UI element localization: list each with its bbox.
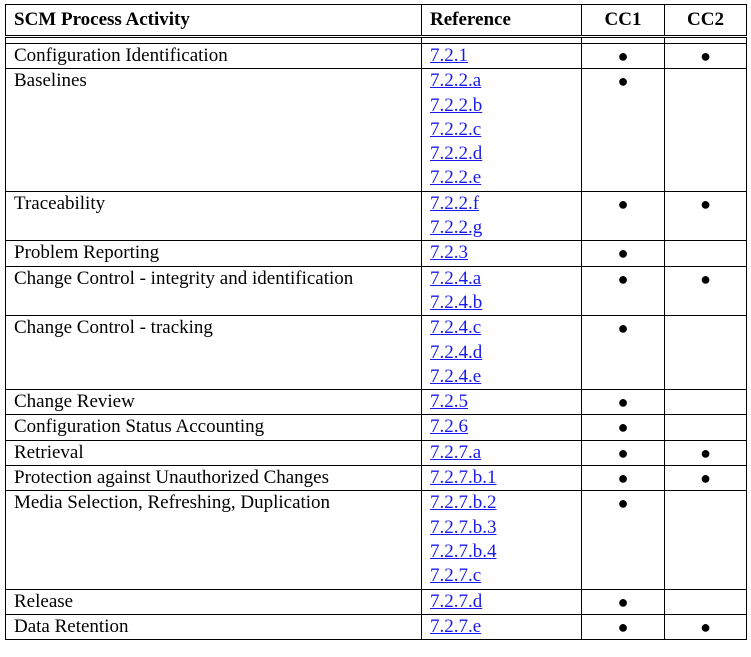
- cc2-cell: [665, 440, 747, 465]
- table-row: [6, 390, 747, 415]
- reference-link[interactable]: 7.2.7.e: [430, 615, 482, 637]
- activity-cell: Data Retention: [6, 614, 422, 639]
- reference-link[interactable]: 7.2.6: [430, 416, 468, 438]
- reference-link[interactable]: 7.2.7.b.4: [430, 540, 497, 562]
- table-row: [6, 466, 747, 491]
- reference-cell: [422, 390, 582, 415]
- cc2-cell: [665, 390, 747, 415]
- table-row: [6, 589, 747, 614]
- cc1-cell: [582, 241, 665, 266]
- cc2-cell: [665, 69, 747, 191]
- table-row: [6, 69, 747, 191]
- table-row: [6, 266, 747, 316]
- cc1-cell: [582, 415, 665, 440]
- table-row: [6, 614, 747, 639]
- reference-link[interactable]: 7.2.2.a: [430, 70, 482, 92]
- reference-link[interactable]: 7.2.7.b.1: [430, 467, 497, 489]
- activity-cell: Media Selection, Refreshing, Duplication: [6, 491, 422, 589]
- cc2-cell: [665, 491, 747, 589]
- reference-cell: [422, 614, 582, 639]
- cc1-bullet: ●: [617, 243, 629, 264]
- cc1-bullet: ●: [617, 392, 629, 413]
- cc1-bullet: ●: [617, 318, 629, 339]
- activity-cell: Configuration Status Accounting: [6, 415, 422, 440]
- reference-link[interactable]: 7.2.2.b: [430, 94, 483, 116]
- header-spacer: [6, 37, 747, 44]
- reference-cell: [422, 440, 582, 465]
- cc1-cell: [582, 44, 665, 69]
- cc1-bullet: ●: [617, 591, 629, 612]
- cc1-cell: [582, 266, 665, 316]
- cc1-cell: [582, 614, 665, 639]
- reference-link[interactable]: 7.2.1: [430, 45, 468, 66]
- reference-link[interactable]: 7.2.2.e: [430, 167, 482, 189]
- table-row: [6, 191, 747, 241]
- reference-cell: [422, 466, 582, 491]
- reference-link[interactable]: 7.2.3: [430, 242, 468, 264]
- cc1-bullet: ●: [617, 493, 629, 514]
- table-body: [6, 37, 747, 640]
- reference-link[interactable]: 7.2.7.d: [430, 590, 483, 612]
- reference-link[interactable]: 7.2.4.d: [430, 341, 483, 363]
- activity-cell: Retrieval: [6, 440, 422, 465]
- header-cc2: CC2: [665, 5, 747, 37]
- scm-activity-table: [5, 4, 747, 640]
- reference-link[interactable]: 7.2.7.a: [430, 441, 482, 463]
- header-cc1: CC1: [582, 5, 665, 37]
- activity-cell: Protection against Unauthorized Changes: [6, 466, 422, 491]
- header-row: [6, 5, 747, 37]
- activity-cell: Traceability: [6, 191, 422, 241]
- activity-cell: Change Control - integrity and identification: [6, 266, 422, 316]
- reference-link[interactable]: 7.2.2.f: [430, 192, 480, 214]
- reference-cell: [422, 191, 582, 241]
- cc1-bullet: ●: [617, 193, 629, 214]
- cc2-bullet: ●: [700, 442, 711, 463]
- cc1-bullet: ●: [617, 268, 629, 289]
- cc1-bullet: ●: [617, 616, 629, 637]
- reference-link[interactable]: 7.2.2.d: [430, 143, 483, 165]
- cc1-bullet: ●: [617, 468, 629, 489]
- reference-cell: [422, 44, 582, 69]
- header-reference: Reference: [422, 5, 582, 37]
- reference-link[interactable]: 7.2.7.b.3: [430, 516, 497, 538]
- cc2-bullet: ●: [700, 468, 711, 489]
- table-row: [6, 491, 747, 589]
- reference-link[interactable]: 7.2.4.b: [430, 291, 483, 313]
- cc1-bullet: ●: [617, 417, 629, 438]
- activity-cell: Problem Reporting: [6, 241, 422, 266]
- cc1-bullet: ●: [617, 46, 629, 66]
- cc2-cell: [665, 589, 747, 614]
- cc1-bullet: ●: [617, 71, 629, 92]
- cc2-cell: [665, 614, 747, 639]
- cc2-bullet: ●: [700, 193, 711, 214]
- cc2-bullet: ●: [700, 616, 711, 637]
- activity-cell: Configuration Identification: [6, 44, 422, 69]
- table-row: [6, 316, 747, 390]
- cc2-cell: [665, 44, 747, 69]
- cc1-cell: [582, 589, 665, 614]
- cc1-cell: [582, 491, 665, 589]
- reference-cell: [422, 241, 582, 266]
- cc1-cell: [582, 191, 665, 241]
- table-row: [6, 415, 747, 440]
- cc1-cell: [582, 69, 665, 191]
- activity-cell: Change Review: [6, 390, 422, 415]
- header-activity: SCM Process Activity: [6, 5, 422, 37]
- cc2-bullet: ●: [700, 268, 711, 289]
- reference-link[interactable]: 7.2.5: [430, 391, 468, 413]
- reference-link[interactable]: 7.2.4.c: [430, 317, 482, 339]
- reference-link[interactable]: 7.2.4.a: [430, 267, 482, 289]
- activity-cell: Release: [6, 589, 422, 614]
- cc1-cell: [582, 316, 665, 390]
- reference-link[interactable]: 7.2.4.e: [430, 365, 482, 387]
- activity-cell: Baselines: [6, 69, 422, 191]
- table-row: [6, 44, 747, 69]
- cc2-cell: [665, 466, 747, 491]
- table-row: [6, 241, 747, 266]
- reference-link[interactable]: 7.2.7.b.2: [430, 492, 497, 514]
- cc2-cell: [665, 316, 747, 390]
- cc2-bullet: ●: [700, 46, 711, 66]
- reference-link[interactable]: 7.2.2.g: [430, 217, 483, 239]
- cc2-cell: [665, 266, 747, 316]
- reference-cell: [422, 589, 582, 614]
- reference-cell: [422, 316, 582, 390]
- cc1-cell: [582, 390, 665, 415]
- cc1-bullet: ●: [617, 442, 629, 463]
- reference-cell: [422, 491, 582, 589]
- cc2-cell: [665, 415, 747, 440]
- activity-cell: Change Control - tracking: [6, 316, 422, 390]
- cc2-cell: [665, 191, 747, 241]
- reference-link[interactable]: 7.2.2.c: [430, 118, 482, 140]
- cc1-cell: [582, 440, 665, 465]
- reference-link[interactable]: 7.2.7.c: [430, 565, 482, 587]
- cc2-cell: [665, 241, 747, 266]
- cc1-cell: [582, 466, 665, 491]
- table-row: [6, 440, 747, 465]
- reference-cell: [422, 69, 582, 191]
- reference-cell: [422, 266, 582, 316]
- reference-cell: [422, 415, 582, 440]
